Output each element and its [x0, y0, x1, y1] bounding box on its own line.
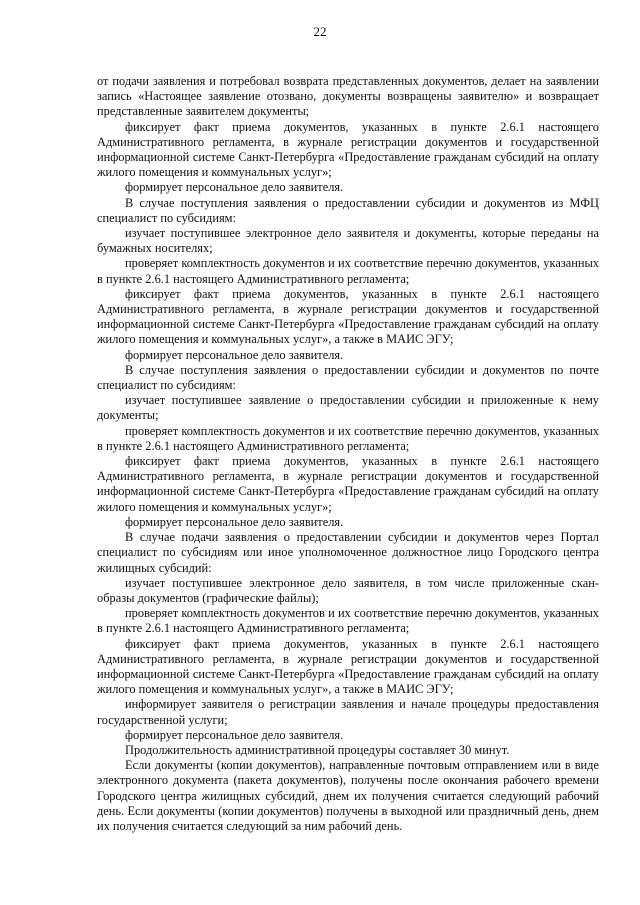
paragraph: В случае поступления заявления о предоставлении субсидии и документов из МФЦ специалист по субсидиям:	[97, 195, 599, 225]
paragraph: В случае подачи заявления о предоставлении субсидии и документов через Портал специалист по субсидиям или иное уполномоченное должностное лицо Городского центра жилищных субсидий:	[97, 530, 599, 575]
paragraph: фиксирует факт приема документов, указанных в пункте 2.6.1 настоящего Административного регламента, в журнале регистрации документов и государственной информационной системе Санкт-Петербурга «Предоставление гражданам субсидий на оплату жилого помещения и коммунальных услуг», а также в МАИС ЭГУ;	[97, 286, 599, 347]
paragraph: фиксирует факт приема документов, указанных в пункте 2.6.1 настоящего Административного регламента, в журнале регистрации документов и государственной информационной системе Санкт-Петербурга «Предоставление гражданам субсидий на оплату жилого помещения и коммунальных услуг»;	[97, 119, 599, 180]
paragraph: от подачи заявления и потребовал возврата представленных документов, делает на заявлении запись «Настоящее заявление отозвано, документы возвращены заявителю» и возвращает представленные заявителем документы;	[97, 74, 599, 119]
paragraph: фиксирует факт приема документов, указанных в пункте 2.6.1 настоящего Административного регламента, в журнале регистрации документов и государственной информационной системе Санкт-Петербурга «Предоставление гражданам субсидий на оплату жилого помещения и коммунальных услуг»;	[97, 454, 599, 514]
paragraph: формирует персональное дело заявителя.	[125, 347, 344, 362]
paragraph: информирует заявителя о регистрации заявления и начале процедуры предоставления государственной услуги;	[97, 697, 599, 727]
paragraph: проверяет комплектность документов и их соответствие перечню документов, указанных в пункте 2.6.1 настоящего Административного регламента;	[97, 606, 599, 636]
document-body	[97, 74, 599, 834]
paragraph: формирует персональное дело заявителя.	[125, 727, 344, 742]
paragraph: формирует персональное дело заявителя.	[125, 514, 344, 529]
paragraph: изучает поступившее заявление о предоставлении субсидии и приложенные к нему документы;	[97, 393, 599, 423]
paragraph: Продолжительность административной процедуры составляет 30 минут.	[125, 742, 510, 757]
paragraph: проверяет комплектность документов и их соответствие перечню документов, указанных в пункте 2.6.1 настоящего Административного регламента;	[97, 423, 599, 453]
paragraph: фиксирует факт приема документов, указанных в пункте 2.6.1 настоящего Административного регламента, в журнале регистрации документов и государственной информационной системе Санкт-Петербурга «Предоставление гражданам субсидий на оплату жилого помещения и коммунальных услуг», а также в МАИС ЭГУ;	[97, 636, 599, 697]
paragraph: изучает поступившее электронное дело заявителя, в том числе приложенные скан-образы документов (графические файлы);	[97, 575, 599, 605]
page-number: 22	[313, 24, 327, 39]
paragraph: проверяет комплектность документов и их соответствие перечню документов, указанных в пункте 2.6.1 настоящего Административного регламента;	[97, 256, 599, 286]
paragraph: изучает поступившее электронное дело заявителя и документы, которые переданы на бумажных носителях;	[97, 226, 599, 256]
paragraph: формирует персональное дело заявителя.	[125, 180, 344, 195]
paragraph: В случае поступления заявления о предоставлении субсидии и документов по почте специалист по субсидиям:	[97, 362, 599, 393]
paragraph: Если документы (копии документов), направленные почтовым отправлением или в виде электронного документа (пакета документов), получены после окончания рабочего времени Городского центра жилищных субсидий, днем их получения считается следующий рабочий день. Если документы (копии документов) получены в выходной или праздничный день, днем их получения считается следующий за ним рабочий день.	[97, 758, 599, 833]
